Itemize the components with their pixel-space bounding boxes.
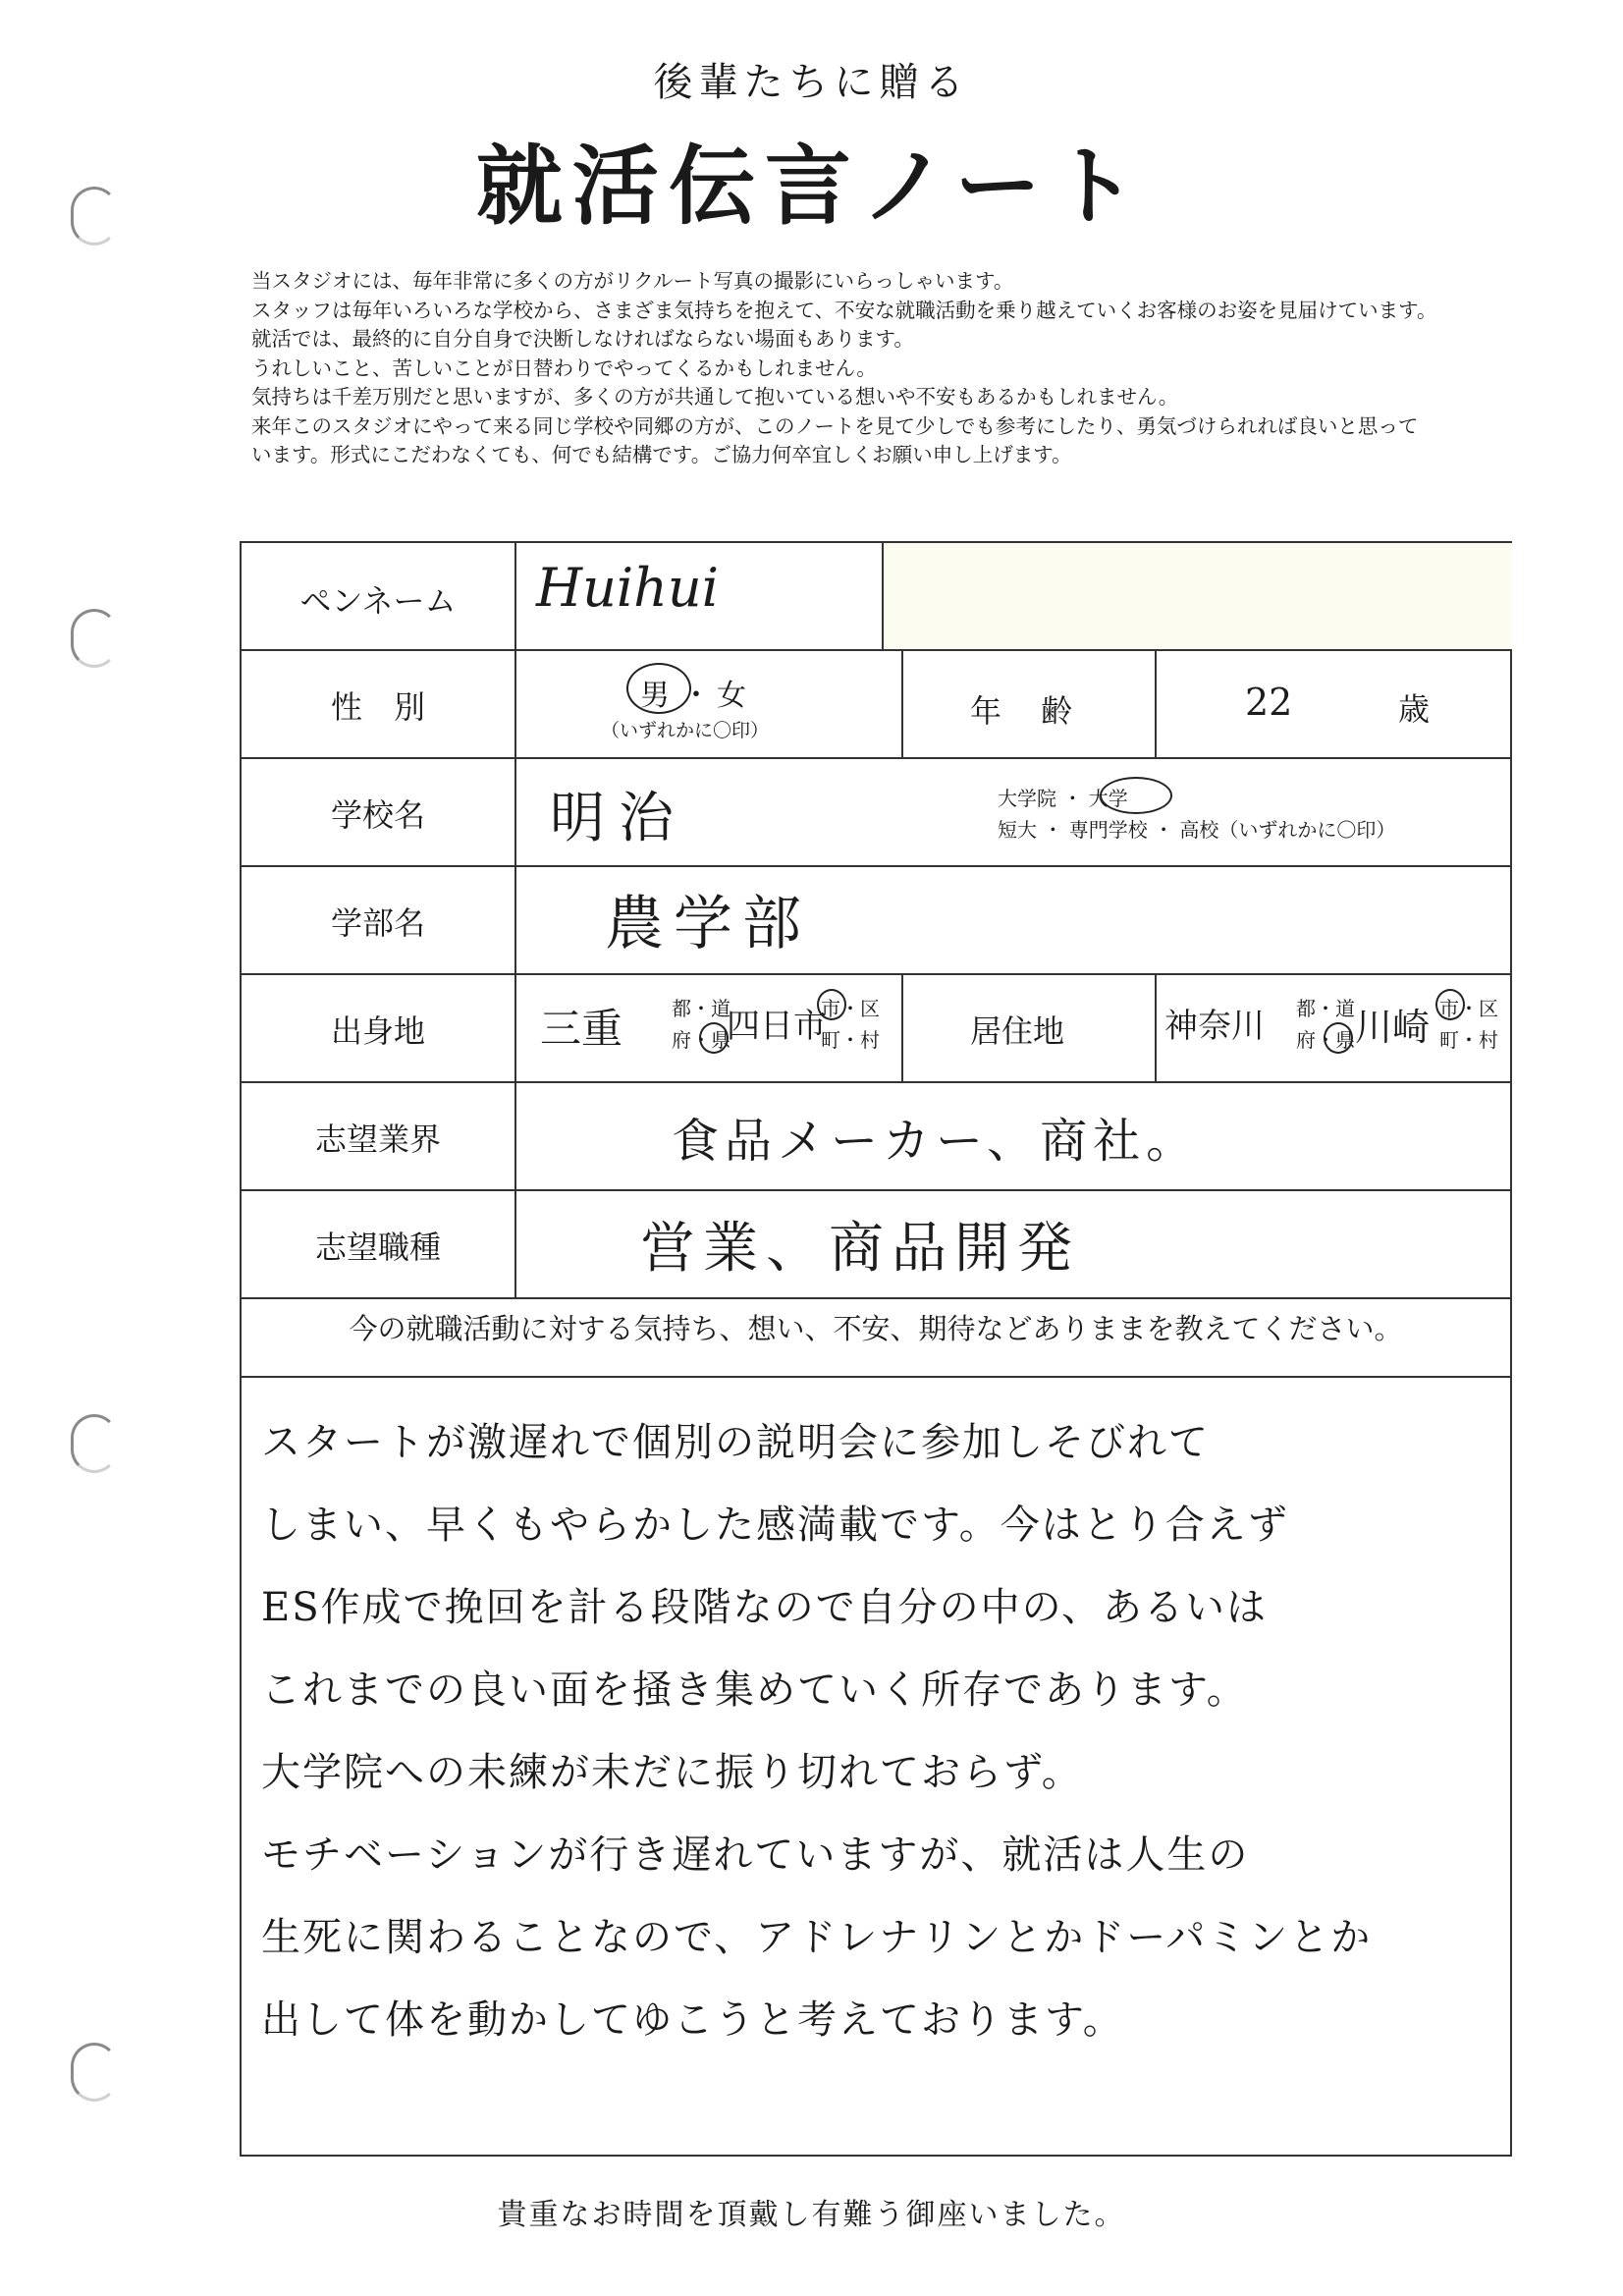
school-options-line1: 大学院 ・ 大学 — [998, 787, 1128, 810]
row-divider — [242, 757, 1510, 759]
hometown-pref-circle-mark — [699, 1022, 729, 1054]
school-options-line2: 短大 ・ 専門学校 ・ 高校（いずれかに〇印） — [998, 818, 1396, 842]
gender-female: 女 — [717, 679, 746, 713]
school-label: 学校名 — [330, 796, 425, 834]
intro-line: スタッフは毎年いろいろな学校から、さまざま気持ちを抱えて、不安な就職活動を乗り越えていくお客様のお姿を見届けています。 — [251, 298, 1437, 322]
column-divider — [514, 543, 516, 1297]
industry-value: 食品メーカー、商社。 — [672, 1114, 1200, 1169]
message-line: 大学院への未練が未だに振り切れておらず。 — [261, 1750, 1083, 1795]
intro-line: 当スタジオには、毎年非常に多くの方がリクルート写真の撮影にいらっしゃいます。 — [251, 269, 1014, 293]
residence-city-circle-mark — [1435, 989, 1465, 1020]
hometown-pref-suffix-top: 都・道 — [672, 997, 730, 1020]
hometown-pref-suffix-bottom: 府・県 — [672, 1028, 730, 1052]
residence-pref: 神奈川 — [1164, 1007, 1265, 1046]
intro-line: 就活では、最終的に自分自身で決断しなければならない場面もあります。 — [251, 327, 914, 351]
redacted-area — [882, 543, 1512, 649]
row-divider — [242, 1081, 1510, 1083]
age-value: 22 — [1245, 681, 1293, 724]
residence-city-suffix-bottom: 町・村 — [1439, 1028, 1498, 1052]
column-divider — [901, 649, 903, 757]
message-line: モチベーションが行き遅れていますが、就活は人生の — [261, 1832, 1250, 1878]
page-title: 就活伝言ノート — [475, 136, 1148, 237]
binder-hole — [71, 2043, 118, 2102]
hometown-label: 出身地 — [330, 1012, 425, 1050]
message-line: スタートが激遅れで個別の説明会に参加しそびれて — [261, 1420, 1210, 1465]
job-value: 営業、商品開発 — [640, 1217, 1080, 1281]
hometown-city-suffix-bottom: 町・村 — [821, 1028, 880, 1052]
row-divider — [242, 1189, 1510, 1191]
intro-text — [251, 267, 1587, 470]
residence-city: 川崎 — [1355, 1006, 1431, 1049]
message-prompt: 今の就職活動に対する気持ち、想い、不安、期待などありままを教えてください。 — [349, 1312, 1403, 1345]
gender-note: （いずれかに〇印） — [601, 720, 770, 741]
row-divider — [242, 1297, 1510, 1299]
column-divider — [901, 973, 903, 1081]
footer-thanks: 貴重なお時間を頂戴し有難う御座いました。 — [497, 2198, 1126, 2232]
survey-form — [240, 541, 1512, 2157]
hometown-city-suffix-top: 市・区 — [821, 997, 880, 1020]
row-divider — [242, 973, 1510, 975]
row-divider — [242, 649, 1510, 651]
age-label: 年 齢 — [970, 692, 1077, 730]
page-subtitle: 後輩たちに贈る — [653, 60, 970, 105]
binder-hole — [71, 1414, 118, 1473]
school-value: 明治 — [550, 787, 687, 850]
hometown-city-circle-mark — [817, 989, 846, 1020]
intro-line: 来年このスタジオにやって来る同じ学校や同郷の方が、このノートを見て少しでも参考にしたり、勇気づけられれば良いと思って — [251, 413, 1419, 438]
pen-name-value: Huihui — [536, 557, 719, 619]
message-line: しまい、早くもやらかした感満載です。今はとり合えず — [261, 1503, 1289, 1548]
message-line: 生死に関わることなので、アドレナリンとかドーパミンとか — [261, 1915, 1373, 1960]
residence-pref-circle-mark — [1324, 1022, 1353, 1054]
gender-label: 性 別 — [330, 688, 425, 726]
column-divider — [1155, 973, 1157, 1081]
faculty-value: 農学部 — [605, 890, 811, 958]
row-divider — [242, 1376, 1510, 1378]
gender-separator: ・ — [681, 679, 711, 713]
residence-city-suffix-top: 市・区 — [1439, 997, 1498, 1020]
intro-line: 気持ちは千差万別だと思いますが、多くの方が共通して抱いている想いや不安もあるかもしれません。 — [251, 385, 1179, 409]
message-line: これまでの良い面を掻き集めていく所存であります。 — [261, 1667, 1248, 1713]
column-divider — [882, 543, 884, 649]
residence-pref-suffix-bottom: 府・県 — [1296, 1028, 1355, 1052]
hometown-city: 四日市 — [727, 1007, 827, 1046]
intro-line: います。形式にこだわなくても、何でも結構です。ご協力何卒宜しくお願い申し上げます。 — [251, 443, 1072, 466]
residence-label: 居住地 — [970, 1012, 1065, 1050]
age-unit: 歳 — [1398, 690, 1431, 728]
industry-label: 志望業界 — [314, 1121, 441, 1158]
message-line: 出して体を動かしてゆこうと考えております。 — [261, 1997, 1124, 2043]
intro-line: うれしいこと、苦しいことが日替わりでやってくるかもしれません。 — [251, 355, 877, 380]
message-line: ES作成で挽回を計る段階なので自分の中の、あるいは — [261, 1585, 1269, 1630]
residence-pref-suffix-top: 都・道 — [1296, 997, 1355, 1020]
job-label: 志望職種 — [314, 1229, 441, 1266]
pen-name-label: ペンネーム — [299, 582, 457, 620]
row-divider — [242, 865, 1510, 867]
column-divider — [1155, 649, 1157, 757]
binder-hole — [71, 609, 118, 668]
gender-male: 男 — [640, 679, 670, 713]
hometown-pref: 三重 — [540, 1005, 623, 1053]
faculty-label: 学部名 — [330, 904, 425, 942]
